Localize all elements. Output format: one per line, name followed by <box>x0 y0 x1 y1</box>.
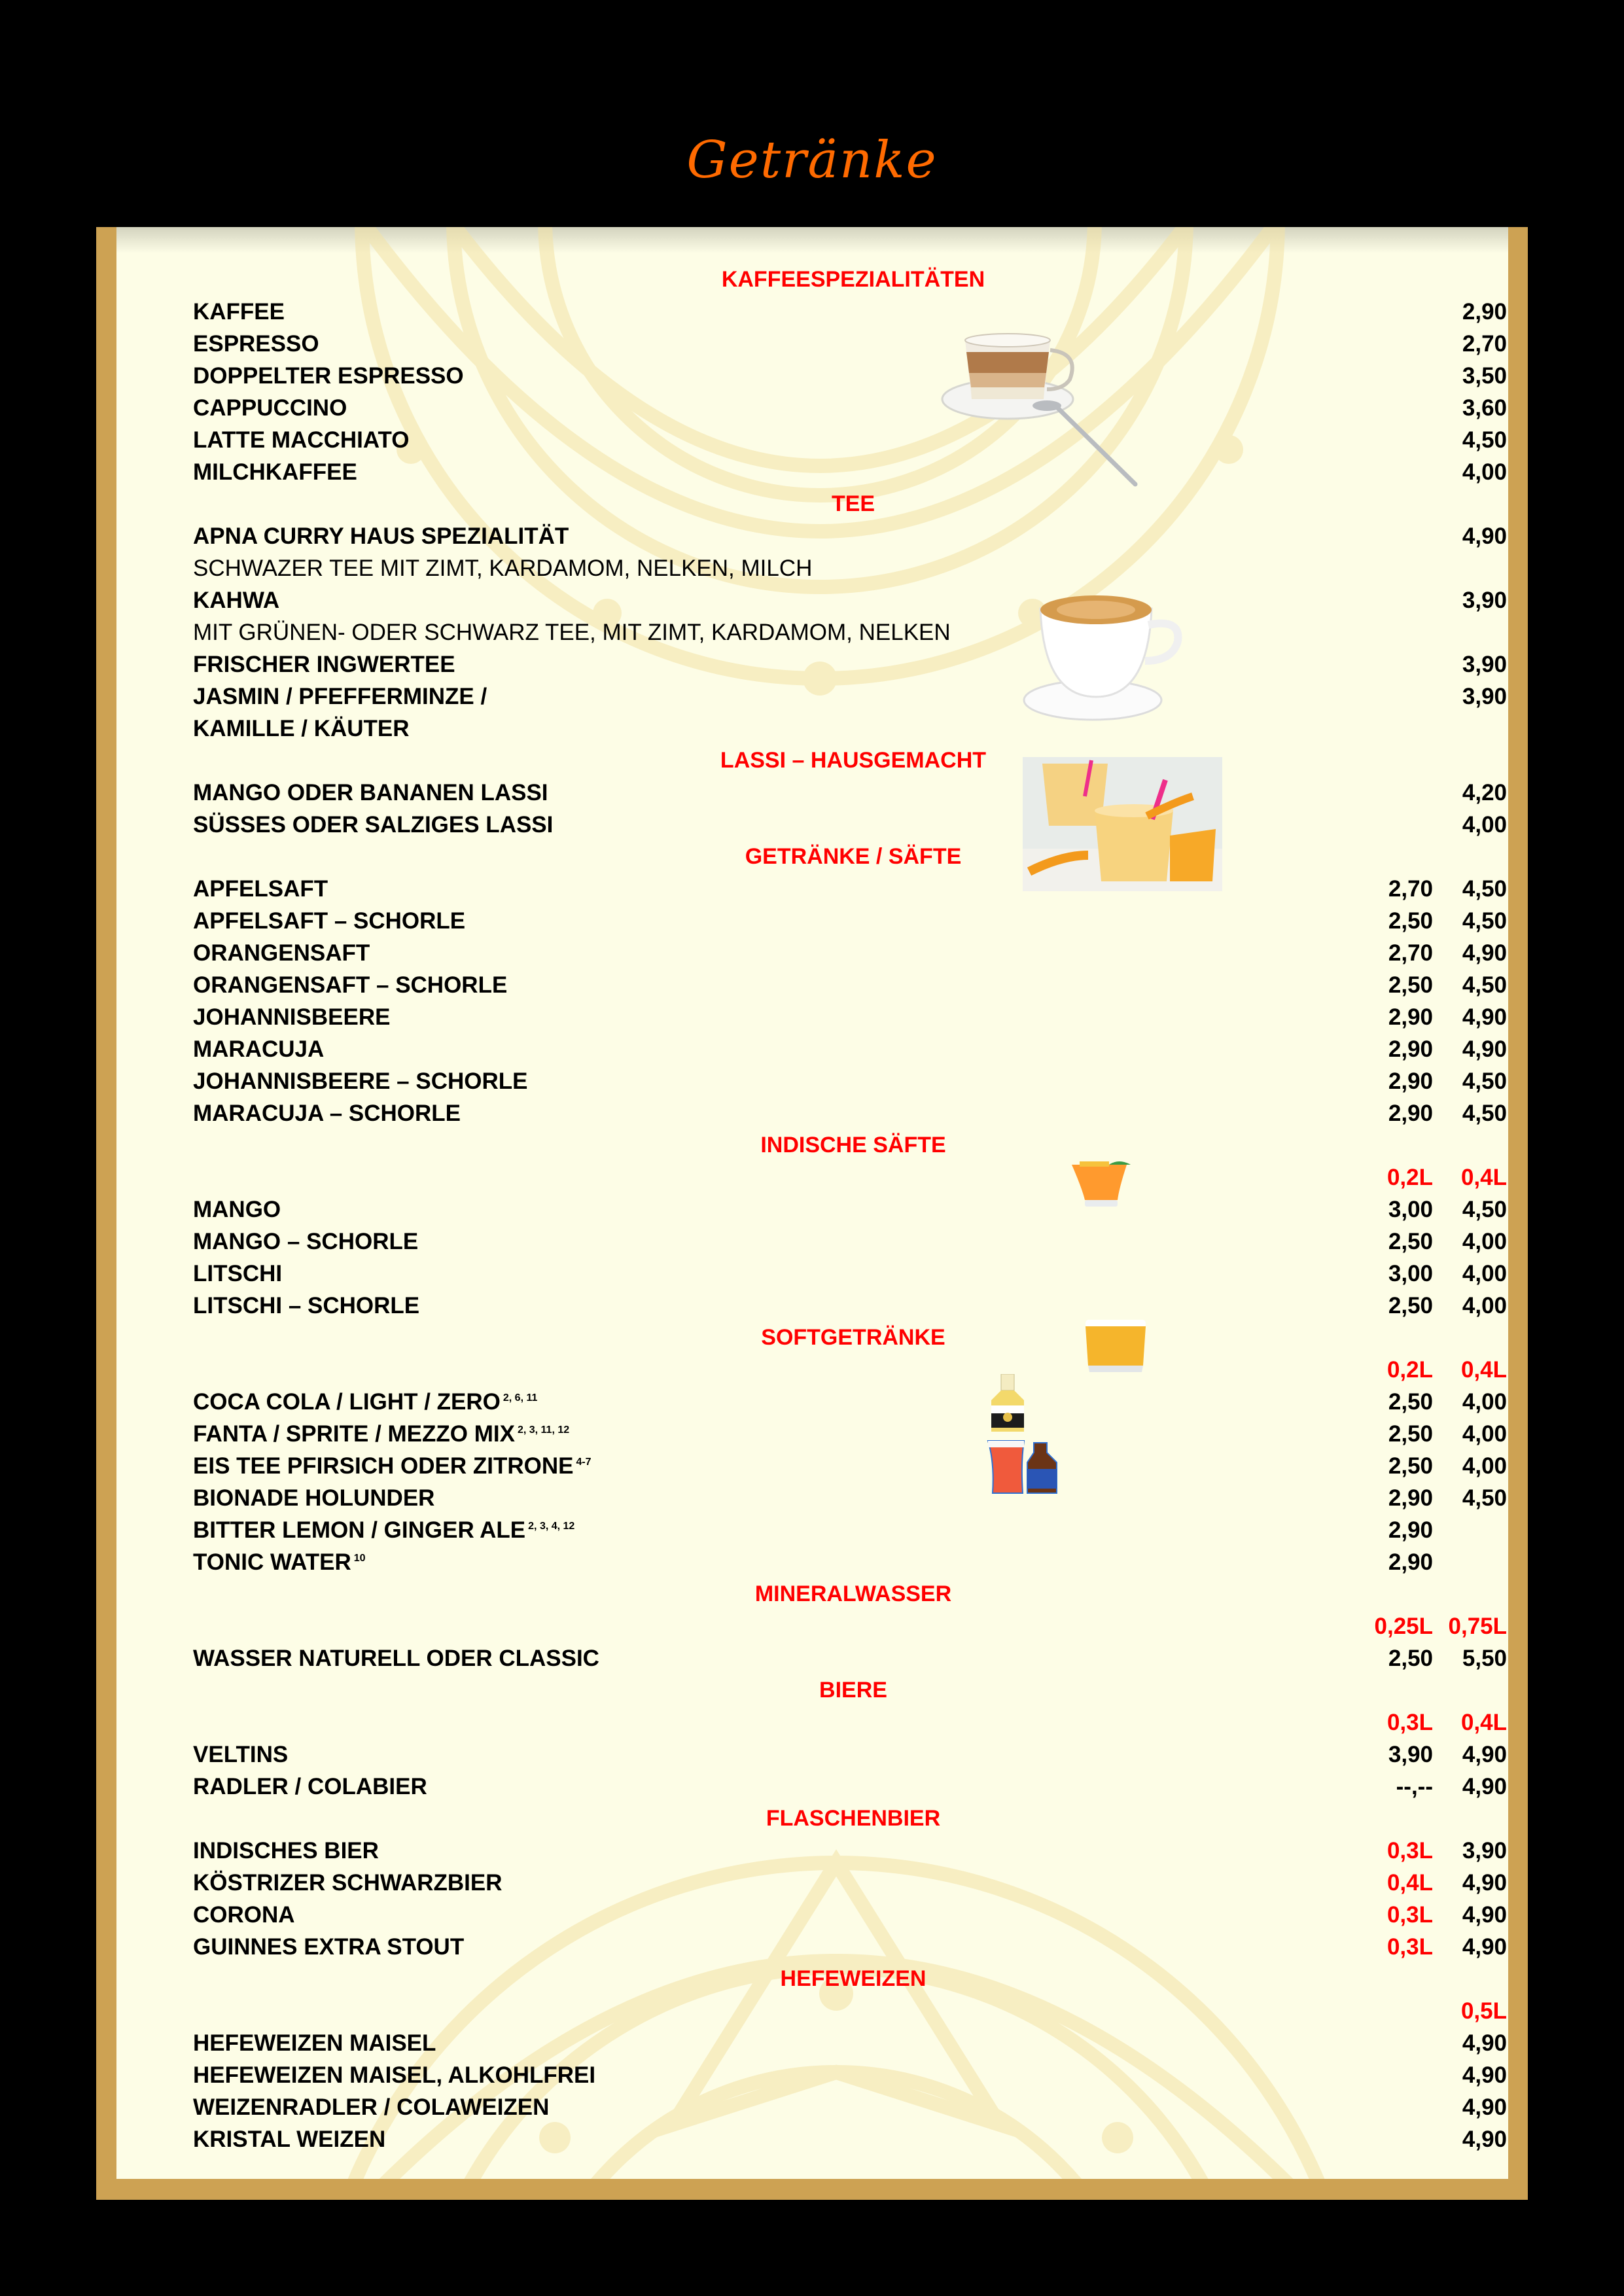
menu-panel <box>116 227 1508 2179</box>
menu-item: CAPPUCCINO 3,60 <box>193 395 1507 421</box>
size-header: 0,25L 0,75L <box>1374 1614 1507 1639</box>
section-header-biere: BIERE <box>819 1678 887 1703</box>
menu-item: ORANGENSAFT 2,70 4,90 <box>193 940 1507 966</box>
menu-item: KRISTAL WEIZEN 4,90 <box>193 2127 1507 2152</box>
menu-item: LITSCHI 3,00 4,00 <box>193 1261 1507 1286</box>
page-title: Getränke <box>686 131 938 190</box>
menu-item: CORONA 0,3L 4,90 <box>193 1902 1507 1928</box>
menu-item: ORANGENSAFT – SCHORLE 2,50 4,50 <box>193 972 1507 998</box>
menu-item: VELTINS 3,90 4,90 <box>193 1742 1507 1767</box>
menu-item: KAFFEE 2,90 <box>193 299 1507 325</box>
section-header-flaschenbier: FLASCHENBIER <box>766 1806 941 1831</box>
menu-item: INDISCHES BIER 0,3L 3,90 <box>193 1838 1507 1863</box>
section-header-lassi: LASSI – HAUSGEMACHT <box>720 748 987 773</box>
menu-item: HEFEWEIZEN MAISEL, ALKOHLFREI 4,90 <box>193 2062 1507 2088</box>
size-header: 0,2L 0,4L <box>1386 1357 1507 1383</box>
menu-item: RADLER / COLABIER --,-- 4,90 <box>193 1774 1507 1799</box>
menu-item: GUINNES EXTRA STOUT 0,3L 4,90 <box>193 1934 1507 1960</box>
menu-item: MANGO ODER BANANEN LASSI 4,20 <box>193 780 1507 805</box>
menu-frame <box>96 227 1528 2200</box>
menu-item: KÖSTRIZER SCHWARZBIER 0,4L 4,90 <box>193 1870 1507 1896</box>
menu-item: KAHWA 3,90 <box>193 588 1507 613</box>
menu-item: KAMILLE / KÄUTER <box>193 716 410 741</box>
menu-item: MANGO 3,00 4,50 <box>193 1197 1507 1222</box>
menu-item: WASSER NATURELL ODER CLASSIC 2,50 5,50 <box>193 1646 1507 1671</box>
section-header-indische-saefte: INDISCHE SÄFTE <box>760 1133 946 1157</box>
menu-item: JOHANNISBEERE – SCHORLE 2,90 4,50 <box>193 1069 1507 1094</box>
size-header: 0,5L <box>1460 1998 1507 2024</box>
menu-item: JOHANNISBEERE 2,90 4,90 <box>193 1004 1507 1030</box>
mango-lassi-photo-icon <box>1023 757 1222 891</box>
menu-item: JASMIN / PFEFFERMINZE / 3,90 <box>193 684 1507 709</box>
menu-item: SÜSSES ODER SALZIGES LASSI 4,00 <box>193 812 1507 838</box>
additive-note: 2, 3, 4, 12 <box>528 1521 575 1532</box>
menu-item: MANGO – SCHORLE 2,50 4,00 <box>193 1229 1507 1254</box>
additive-note: 10 <box>353 1553 366 1564</box>
menu-item: TONIC WATER $^{10}$ 2,90 <box>193 1549 1433 1575</box>
tea-cup-icon <box>1021 589 1184 726</box>
menu-item: FANTA / SPRITE / MEZZO MIX $^{2, 3, 11, 12}$ 2,50 4,00 <box>193 1421 1507 1447</box>
additive-note: 2, 6, 11 <box>503 1392 538 1404</box>
section-header-tee: TEE <box>831 491 875 516</box>
additive-note: 2, 3, 11, 12 <box>517 1424 570 1436</box>
section-header-mineralwasser: MINERALWASSER <box>754 1581 952 1606</box>
menu-item: HEFEWEIZEN MAISEL 4,90 <box>193 2030 1507 2056</box>
menu-item: WEIZENRADLER / COLAWEIZEN 4,90 <box>193 2094 1507 2120</box>
menu-item: COCA COLA / LIGHT / ZERO $^{2, 6, 11}$ 2,50 4,00 <box>193 1389 1507 1415</box>
additive-note: 4-7 <box>576 1457 591 1468</box>
section-header-hefeweizen: HEFEWEIZEN <box>780 1966 927 1991</box>
menu-item: MILCHKAFFEE 4,00 <box>193 459 1507 485</box>
section-header-softgetraenke: SOFTGETRÄNKE <box>761 1325 945 1350</box>
menu-item: LITSCHI – SCHORLE 2,50 4,00 <box>193 1293 1507 1318</box>
menu-item: LATTE MACCHIATO 4,50 <box>193 427 1507 453</box>
menu-item: APFELSAFT 2,70 4,50 <box>193 876 1507 902</box>
menu-item: APNA CURRY HAUS SPEZIALITÄT 4,90 <box>193 523 1507 549</box>
section-header-kaffeespezialitaeten: KAFFEESPEZIALITÄTEN <box>721 267 985 292</box>
corona-bottle-icon <box>985 1374 1031 1433</box>
section-header-getraenke-saefte: GETRÄNKE / SÄFTE <box>745 844 962 869</box>
mango-juice-glass-icon <box>1067 1159 1139 1212</box>
menu-item: EIS TEE PFIRSICH ODER ZITRONE $^{4-7}$ 2,50 4,00 <box>193 1453 1507 1479</box>
menu-item: MARACUJA – SCHORLE 2,90 4,50 <box>193 1101 1507 1126</box>
menu-item: APFELSAFT – SCHORLE 2,50 4,50 <box>193 908 1507 934</box>
size-header: 0,2L 0,4L <box>1386 1165 1507 1190</box>
latte-macchiato-glass-icon <box>936 327 1139 491</box>
menu-item-description: MIT GRÜNEN- ODER SCHWARZ TEE, MIT ZIMT, KARDAMOM, NELKEN <box>193 620 951 645</box>
menu-item: FRISCHER INGWERTEE 3,90 <box>193 652 1507 677</box>
menu-item: DOPPELTER ESPRESSO 3,50 <box>193 363 1507 389</box>
menu-item: MARACUJA 2,90 4,90 <box>193 1036 1507 1062</box>
menu-item: BITTER LEMON / GINGER ALE $^{2, 3, 4, 12}$ 2,90 <box>193 1517 1433 1543</box>
menu-item: ESPRESSO 2,70 <box>193 331 1507 357</box>
beer-glass-icon <box>1083 1318 1148 1377</box>
menu-item-description: SCHWAZER TEE MIT ZIMT, KARDAMOM, NELKEN, MILCH <box>193 556 813 581</box>
size-header: 0,3L 0,4L <box>1386 1710 1507 1735</box>
maisel-weisse-glass-and-bottle-icon <box>985 1439 1063 1495</box>
menu-item: BIONADE HOLUNDER 2,90 4,50 <box>193 1485 1507 1511</box>
